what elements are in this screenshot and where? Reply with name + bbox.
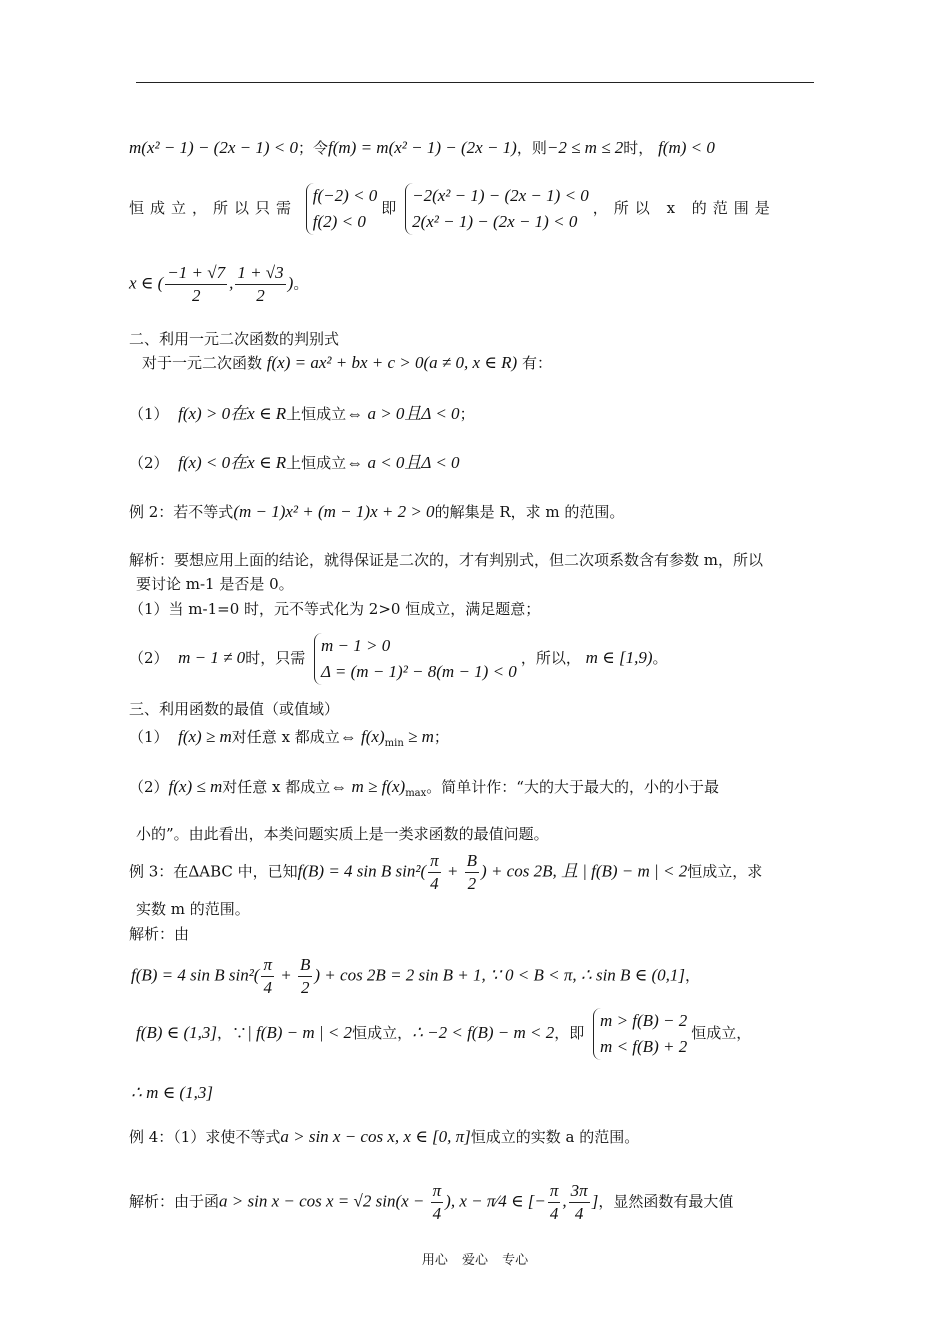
text: ，显然函数有最大值 — [598, 1192, 734, 1211]
denominator: 4 — [432, 1204, 442, 1223]
fraction — [465, 850, 479, 895]
subscript: min — [384, 738, 404, 749]
formula: , — [562, 1191, 567, 1211]
numerator: π — [548, 1180, 561, 1203]
formula: (m − 1)x² + (m − 1)x + 2 > 0 — [233, 502, 435, 521]
text: 恒成立， — [352, 1024, 413, 1042]
item-number: （2） — [129, 649, 169, 667]
system-brace — [306, 183, 378, 235]
formula: ⇔ a < 0且Δ < 0 — [346, 453, 460, 472]
text: 时， — [623, 139, 654, 157]
text: 上恒成立 — [286, 405, 347, 423]
numerator: 1 + √3 — [235, 262, 285, 285]
denominator: 2 — [467, 874, 477, 893]
line-condition — [129, 137, 814, 159]
formula: f(m) < 0 — [658, 138, 715, 157]
solution-text: 解析：由 — [129, 925, 190, 943]
numerator: B — [298, 954, 312, 977]
text: 上恒成立 — [286, 454, 347, 472]
formula: + — [442, 861, 463, 881]
formula: f(B) = 4 sin B sin²( — [297, 861, 427, 881]
example-2 — [129, 501, 814, 523]
denominator: 2 — [191, 286, 201, 305]
item-number: （1） — [129, 405, 169, 423]
text: 恒成立的实数 a 的范围。 — [470, 1128, 640, 1146]
text: 实数 m 的范围。 — [136, 900, 250, 918]
numerator: π — [428, 850, 441, 873]
formula: f(x) ≤ m — [168, 777, 223, 796]
text: 有： — [521, 354, 552, 372]
text: 例 4：（1）求使不等式 — [129, 1128, 281, 1146]
system-row: m > f(B) − 2 — [600, 1011, 688, 1030]
formula: f(B) ∈ (1,3] — [136, 1023, 218, 1042]
solution-text: 要讨论 m-1 是否是 0。 — [136, 575, 294, 593]
formula: f(x) ≥ m — [178, 727, 232, 746]
text: 对于一元二次函数 — [142, 354, 263, 372]
text: 小的”。由此看出，本类问题实质上是一类求函数的最值问题。 — [136, 825, 549, 843]
text: 恒成立， — [691, 1024, 752, 1042]
list-item — [129, 452, 814, 474]
text: 。简单计作：“大的大于最大的，小的小于最 — [426, 778, 719, 796]
example-4 — [129, 1126, 814, 1148]
text: 。 — [293, 274, 309, 293]
text: 。 — [652, 649, 668, 667]
formula: f(B) = 4 sin B sin²( — [131, 965, 260, 985]
numerator: −1 + √7 — [165, 262, 227, 285]
formula: ) + cos 2B, 且 | f(B) − m | < 2 — [481, 861, 688, 881]
text: ；令 — [298, 139, 329, 157]
text: 解析：由于函 — [129, 1192, 220, 1211]
derivation-line — [131, 954, 814, 999]
solution-text: 解析：要想应用上面的结论，就得保证是二次的，才有判别式，但二次项系数含有参数 m，所以 — [129, 551, 763, 569]
formula: ) — [287, 273, 294, 293]
text: 例 2：若不等式 — [129, 503, 234, 521]
formula: x ∈ ( — [129, 273, 164, 293]
page-footer: 用心 爱心 专心 — [421, 1253, 529, 1268]
formula: | f(B) − m | < 2 — [247, 1023, 353, 1042]
list-item — [129, 726, 814, 755]
formula: ) + cos 2B = 2 sin B + 1, ∵ 0 < B < π, ∴ sin B ∈ (0,1] — [314, 965, 686, 985]
numerator: π — [261, 954, 274, 977]
system-row: m − 1 > 0 — [320, 636, 391, 655]
item-number: （2） — [129, 778, 169, 796]
text: ABC 中，已知 — [199, 862, 298, 881]
formula: ] — [591, 1191, 599, 1211]
conclusion — [131, 1082, 814, 1104]
fraction — [298, 954, 312, 999]
formula: ≥ m — [403, 727, 434, 746]
text: 对任意 x 都成立 — [222, 778, 331, 796]
text: 的解集是 R，求 m 的范围。 — [434, 503, 625, 521]
fraction — [235, 262, 285, 307]
numerator: B — [465, 850, 479, 873]
text: ； — [459, 405, 475, 423]
line-intro — [142, 352, 814, 374]
item-number: （2） — [129, 454, 169, 472]
formula: f(x) > 0在x ∈ R — [178, 404, 287, 423]
text: 恒成立，求 — [687, 862, 763, 881]
example-4-solution — [129, 1180, 814, 1225]
section-title: 二、利用一元二次函数的判别式 — [129, 330, 340, 348]
formula: ∴ −2 < f(B) − m < 2 — [412, 1023, 555, 1042]
system-row: −2(x² − 1) − (2x − 1) < 0 — [412, 186, 589, 205]
formula: m ∈ [1,9) — [585, 648, 653, 667]
numerator: π — [431, 1180, 444, 1203]
system-row: Δ = (m − 1)² − 8(m − 1) < 0 — [320, 662, 517, 681]
denominator: 4 — [574, 1204, 584, 1223]
case-2 — [129, 633, 814, 685]
text: ，即 — [554, 1024, 585, 1042]
numerator: 3π — [569, 1180, 590, 1203]
text: 即 — [381, 199, 397, 217]
denominator: 4 — [263, 978, 272, 997]
system-brace — [314, 633, 517, 685]
list-item — [129, 403, 814, 425]
line-system — [129, 183, 814, 235]
fraction — [431, 1180, 444, 1225]
text: 恒成立，所以只需 — [129, 199, 298, 217]
subscript: max — [405, 788, 427, 799]
list-item — [129, 776, 814, 805]
line-range — [129, 262, 814, 307]
system-row: f(−2) < 0 — [312, 186, 378, 205]
formula: a > sin x − cos x = √2 sin(x − — [219, 1191, 429, 1211]
example-3 — [129, 850, 814, 895]
formula: ), x − π⁄4 ∈ [− — [445, 1191, 546, 1211]
denominator: 2 — [300, 978, 310, 997]
section-title: 三、利用函数的最值（或值域） — [129, 700, 340, 718]
text: ； — [433, 728, 449, 746]
system-brace — [593, 1008, 687, 1060]
formula: , — [229, 273, 234, 293]
text: ，∵ — [217, 1024, 248, 1042]
formula: ⇔ f(x) — [339, 727, 385, 746]
text: ，所以 x 的范围是 — [592, 199, 776, 217]
system-row: m < f(B) + 2 — [600, 1037, 688, 1056]
formula: ⇔ a > 0且Δ < 0 — [346, 404, 460, 423]
formula: −2 ≤ m ≤ 2 — [546, 138, 624, 157]
formula: ∴ m ∈ (1,3] — [131, 1083, 213, 1102]
formula: + — [276, 965, 296, 985]
system-row: f(2) < 0 — [312, 212, 366, 231]
derivation-line — [136, 1008, 814, 1060]
text: 时，只需 — [245, 649, 306, 667]
text: ， — [685, 966, 701, 985]
formula: a > sin x − cos x, x ∈ [0, π] — [280, 1127, 471, 1146]
fraction — [428, 850, 441, 895]
system-row: 2(x² − 1) − (2x − 1) < 0 — [412, 212, 578, 231]
formula: f(x) < 0在x ∈ R — [178, 453, 287, 472]
text: ，则 — [516, 139, 547, 157]
fraction — [569, 1180, 590, 1225]
case-text: （1）当 m-1=0 时，元不等式化为 2>0 恒成立，满足题意； — [129, 600, 541, 618]
text: 对任意 x 都成立 — [231, 728, 340, 746]
formula: Δ — [188, 861, 200, 881]
text: 例 3：在 — [129, 862, 189, 881]
denominator: 4 — [549, 1204, 559, 1223]
denominator: 4 — [430, 874, 439, 893]
fraction — [165, 262, 227, 307]
formula: f(m) = m(x² − 1) − (2x − 1) — [328, 138, 517, 157]
formula: f(x) = ax² + bx + c > 0(a ≠ 0, x ∈ R) — [266, 353, 518, 372]
denominator: 2 — [256, 286, 265, 305]
fraction — [261, 954, 274, 999]
formula: m(x² − 1) − (2x − 1) < 0 — [129, 138, 298, 157]
header-rule — [136, 82, 814, 83]
formula: ⇔ m ≥ f(x) — [330, 777, 406, 796]
system-brace — [405, 183, 589, 235]
text: ，所以， — [520, 649, 581, 667]
formula: m − 1 ≠ 0 — [178, 648, 246, 667]
fraction — [548, 1180, 561, 1225]
item-number: （1） — [129, 728, 169, 746]
